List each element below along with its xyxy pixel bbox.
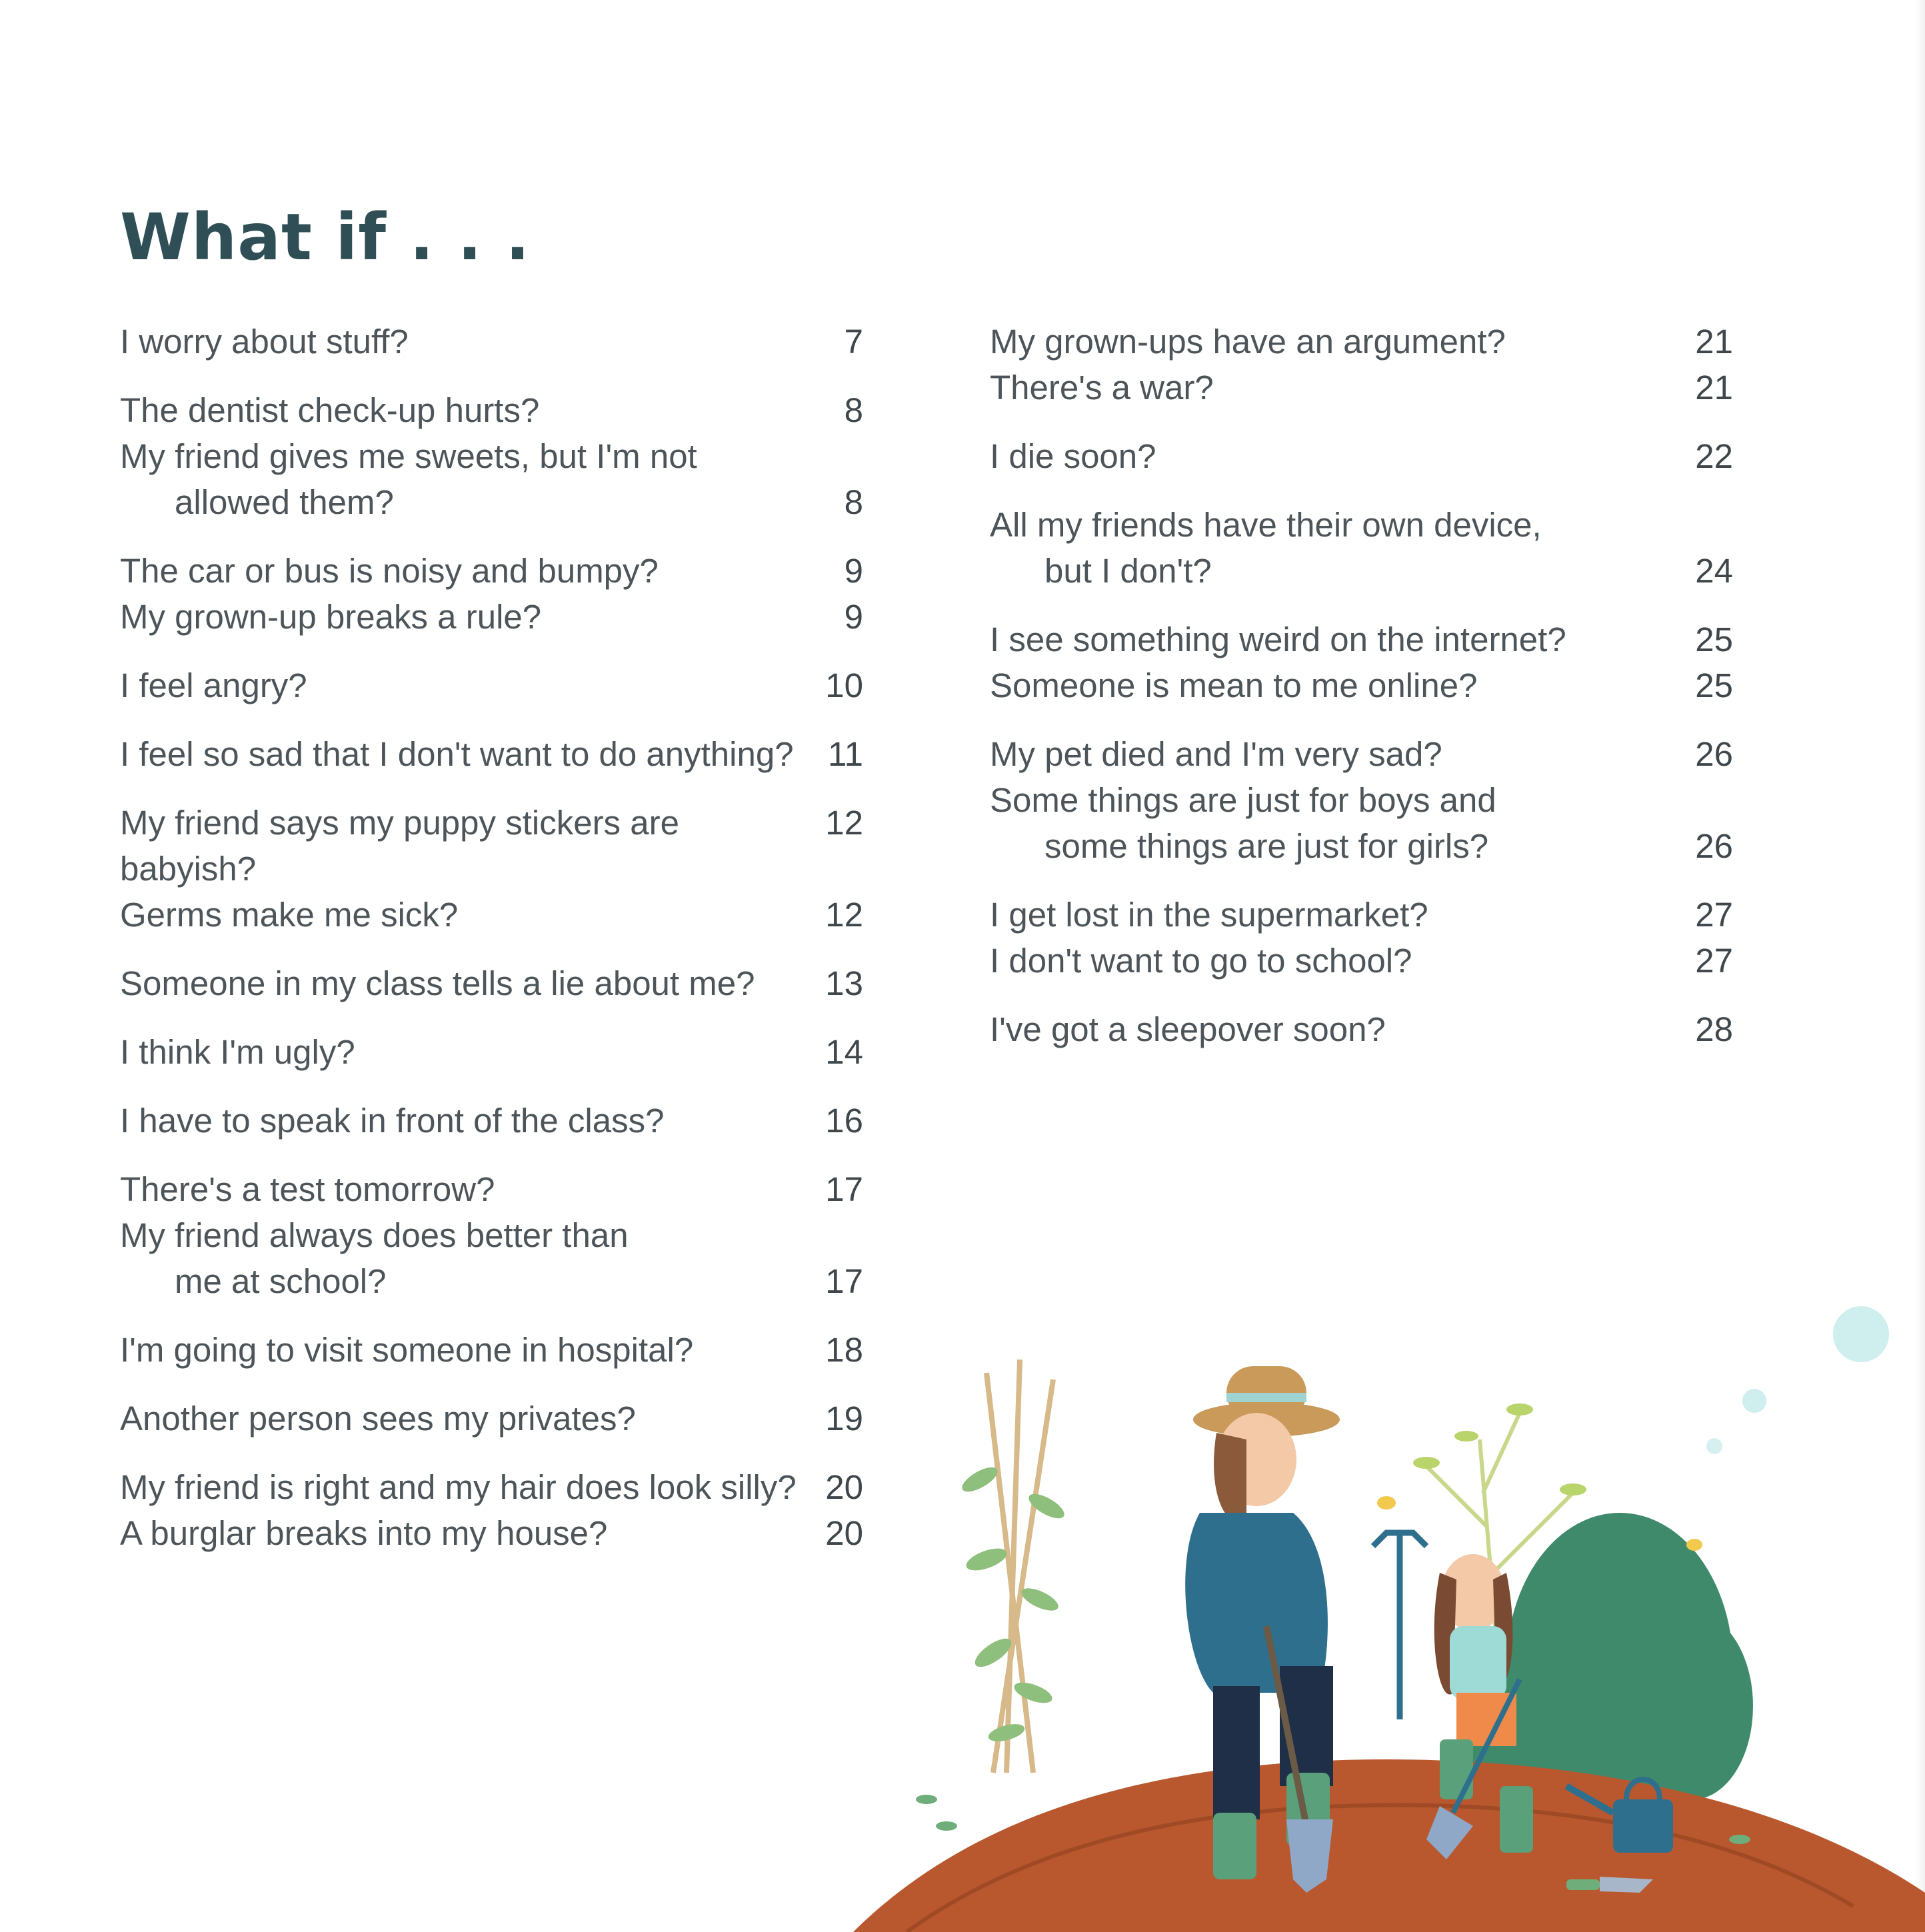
entry-question [120, 433, 711, 525]
entry-question [120, 731, 807, 777]
entry-page-number: 25 [1695, 620, 1733, 658]
bean-poles [986, 1360, 1053, 1773]
contents-group [120, 1029, 863, 1075]
entry-page-number: 21 [1695, 369, 1733, 407]
entry-question [120, 960, 768, 1006]
entry-question [990, 319, 1519, 365]
contents-group [990, 1006, 1733, 1052]
entry-line: There's a test tomorrow? [120, 1170, 495, 1208]
contents-entry [120, 1029, 863, 1075]
decor-dot [1833, 1306, 1889, 1362]
contents-entry [120, 1510, 863, 1556]
entry-page-number: 10 [825, 666, 863, 704]
decor-dot [1706, 1438, 1722, 1454]
entry-line: I see something weird on the internet? [990, 620, 1566, 658]
entry-page-number: 19 [825, 1400, 863, 1438]
garden-illustration [853, 1293, 1925, 1932]
entry-line-continuation: me at school? [175, 1262, 387, 1300]
entry-page-number: 12 [825, 804, 863, 842]
entry-question [120, 1464, 810, 1510]
entry-question [120, 594, 555, 640]
entry-line-continuation: allowed them? [175, 483, 394, 521]
contents-group [120, 800, 863, 938]
entry-page-number: 17 [825, 1262, 863, 1300]
contents-entry [120, 433, 863, 525]
contents-entry [120, 387, 863, 433]
contents-entry [120, 594, 863, 640]
contents-entry [990, 502, 1733, 594]
contents-group [990, 319, 1733, 411]
contents-entry [990, 938, 1733, 984]
contents-group [120, 319, 863, 365]
contents-entry [990, 662, 1733, 708]
entry-page-number: 9 [844, 598, 863, 636]
entry-line: There's a war? [990, 369, 1214, 407]
contents-entry [990, 433, 1733, 479]
contents-group [120, 548, 863, 640]
entry-page-number: 27 [1695, 942, 1733, 980]
entry-question [990, 1006, 1399, 1052]
contents-entry [120, 800, 863, 892]
entry-line: I worry about stuff? [120, 323, 409, 361]
entry-question [120, 1166, 508, 1212]
entry-line-continuation: but I don't? [1044, 552, 1212, 590]
contents-entry [990, 365, 1733, 411]
entry-page-number: 24 [1695, 552, 1733, 590]
contents-entry [990, 892, 1733, 938]
entry-line: A burglar breaks into my house? [120, 1514, 608, 1552]
entry-question [120, 662, 321, 708]
entry-question [120, 1396, 649, 1442]
entry-question [120, 548, 672, 594]
contents-group [120, 960, 863, 1006]
contents-group [120, 1166, 863, 1304]
entry-line: My friend always does better than [120, 1216, 629, 1254]
contents-entry [120, 662, 863, 708]
entry-question [990, 433, 1170, 479]
contents-entry [120, 892, 863, 938]
bee [1377, 1496, 1396, 1509]
contents-entry [990, 1006, 1733, 1052]
entry-line: I'm going to visit someone in hospital? [120, 1331, 694, 1369]
entry-page-number: 14 [825, 1033, 863, 1071]
entry-line: All my friends have their own device, [990, 506, 1542, 544]
garden-fork [1373, 1533, 1426, 1719]
entry-line: My friend says my puppy stickers are babyish? [120, 804, 679, 888]
entry-page-number: 20 [825, 1468, 863, 1506]
entry-question [120, 387, 553, 433]
contents-entry [120, 548, 863, 594]
entry-line: Someone in my class tells a lie about me? [120, 964, 755, 1002]
entry-page-number: 21 [1695, 323, 1733, 361]
entry-page-number: 20 [825, 1514, 863, 1552]
entry-line: The dentist check-up hurts? [120, 391, 540, 429]
entry-line: I have to speak in front of the class? [120, 1102, 665, 1140]
entry-question [990, 892, 1442, 938]
entry-question [120, 1212, 642, 1304]
entry-page-number: 12 [825, 896, 863, 934]
entry-line: Germs make me sick? [120, 896, 459, 934]
entry-line: I get lost in the supermarket? [990, 896, 1428, 934]
entry-page-number: 16 [825, 1102, 863, 1140]
tree-leaves [1413, 1404, 1586, 1495]
entry-page-number: 7 [844, 323, 863, 361]
entry-line: I don't want to go to school? [990, 942, 1412, 980]
entry-line: My pet died and I'm very sad? [990, 735, 1442, 773]
entry-page-number: 26 [1695, 735, 1733, 773]
page-title: What if . . . [120, 200, 531, 275]
entry-question [120, 1510, 621, 1556]
contents-entry [120, 731, 863, 777]
contents-entry [120, 960, 863, 1006]
entry-question [120, 1098, 677, 1144]
contents-group [120, 1098, 863, 1144]
entry-line: The car or bus is noisy and bumpy? [120, 552, 659, 590]
entry-page-number: 27 [1695, 896, 1733, 934]
entry-question [990, 777, 1510, 869]
entry-line: I feel angry? [120, 666, 307, 704]
entry-question [120, 1327, 707, 1373]
bee [1686, 1539, 1702, 1551]
entry-question [120, 800, 817, 892]
contents-entry [120, 1464, 863, 1510]
entry-page-number: 8 [844, 391, 863, 429]
contents-entry [990, 319, 1733, 365]
contents-group [990, 731, 1733, 869]
entry-line: Another person sees my privates? [120, 1400, 636, 1438]
entry-line: Some things are just for boys and [990, 781, 1496, 819]
contents-entry [120, 1212, 863, 1304]
entry-page-number: 28 [1695, 1010, 1733, 1048]
contents-group [990, 892, 1733, 984]
contents-entry [990, 616, 1733, 662]
entry-question [120, 319, 422, 365]
entry-line: I feel so sad that I don't want to do anything? [120, 735, 794, 773]
contents-group [120, 1464, 863, 1556]
contents-group [990, 616, 1733, 708]
entry-question [120, 892, 471, 938]
contents-entry [120, 1098, 863, 1144]
soil-mound [853, 1759, 1925, 1932]
entry-line: My friend gives me sweets, but I'm not [120, 437, 697, 475]
contents-entry [120, 1166, 863, 1212]
contents-left-column [120, 319, 863, 1579]
entry-line: I die soon? [990, 437, 1156, 475]
entry-line: I think I'm ugly? [120, 1033, 355, 1071]
entry-page-number: 26 [1695, 827, 1733, 865]
entry-page-number: 9 [844, 552, 863, 590]
contents-entry [990, 777, 1733, 869]
entry-page-number: 25 [1695, 666, 1733, 704]
contents-group [120, 387, 863, 525]
entry-line: Someone is mean to me online? [990, 666, 1478, 704]
contents-group [120, 1396, 863, 1442]
contents-group [120, 1327, 863, 1373]
entry-question [990, 616, 1580, 662]
contents-entry [120, 1396, 863, 1442]
entry-question [990, 502, 1555, 594]
entry-question [990, 365, 1227, 411]
entry-line: I've got a sleepover soon? [990, 1010, 1386, 1048]
contents-right-column [990, 319, 1733, 1075]
entry-page-number: 18 [825, 1331, 863, 1369]
contents-group [990, 502, 1733, 594]
contents-group [990, 433, 1733, 479]
entry-line: My grown-ups have an argument? [990, 323, 1506, 361]
entry-line: My friend is right and my hair does look silly? [120, 1468, 797, 1506]
contents-entry [120, 1327, 863, 1373]
entry-question [990, 938, 1426, 984]
entry-question [120, 1029, 369, 1075]
contents-entry [120, 319, 863, 365]
contents-entry [990, 731, 1733, 777]
entry-question [990, 662, 1490, 708]
decor-dot [1742, 1389, 1766, 1413]
entry-page-number: 22 [1695, 437, 1733, 475]
contents-group [120, 731, 863, 777]
entry-question [990, 731, 1456, 777]
entry-page-number: 17 [825, 1170, 863, 1208]
contents-group [120, 662, 863, 708]
entry-page-number: 8 [844, 483, 863, 521]
entry-line-continuation: some things are just for girls? [1044, 827, 1489, 865]
entry-page-number: 11 [828, 735, 863, 773]
entry-line: My grown-up breaks a rule? [120, 598, 542, 636]
entry-page-number: 13 [825, 964, 863, 1002]
